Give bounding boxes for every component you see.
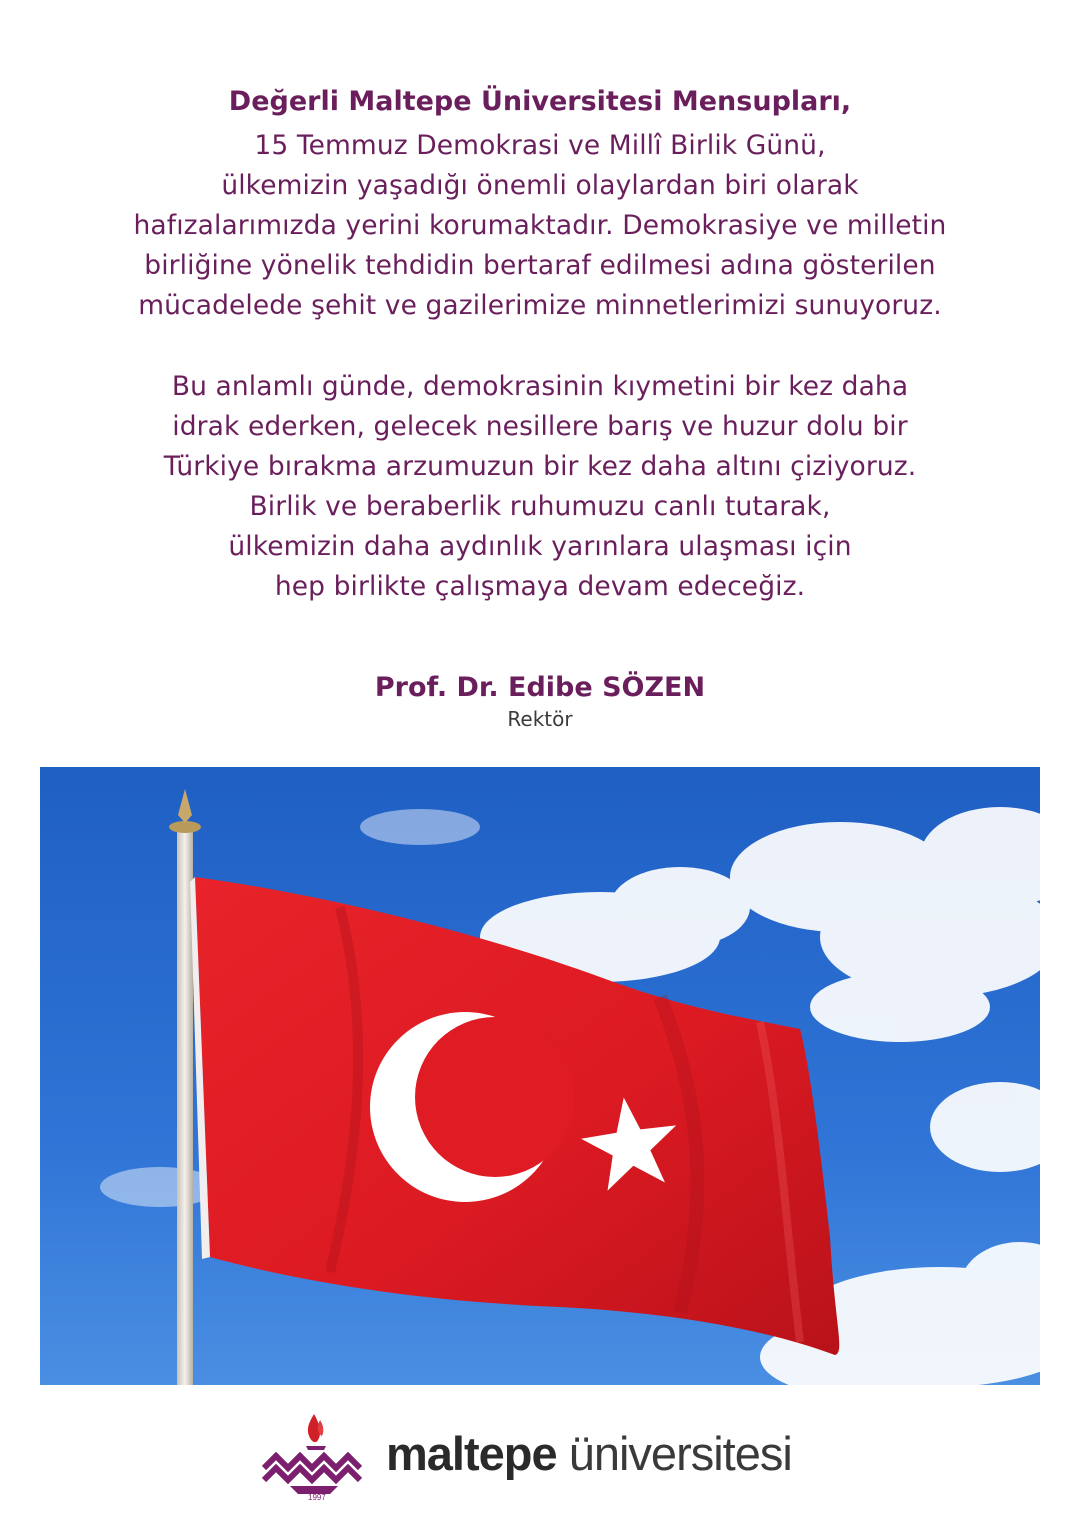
paragraph-line: 15 Temmuz Demokrasi ve Millî Birlik Günü, — [254, 130, 826, 161]
logo-wordmark — [386, 1424, 792, 1484]
logo-year: 1997 — [308, 1493, 326, 1500]
flag-photo — [40, 767, 1040, 1385]
paragraph-1 — [40, 126, 1040, 326]
signature-name: Prof. Dr. Edibe SÖZEN — [374, 672, 706, 703]
logo-wordmark-bold: maltepe — [386, 1427, 557, 1480]
paragraph-line: ülkemizin yaşadığı önemli olaylardan biri olarak — [221, 170, 859, 201]
paragraph-line: Birlik ve beraberlik ruhumuzu canlı tutarak, — [249, 491, 831, 522]
turkish-flag-icon — [40, 767, 1040, 1385]
paragraph-line: birliğine yönelik tehdidin bertaraf edilmesi adına gösterilen — [144, 250, 936, 281]
paragraph-line: ülkemizin daha aydınlık yarınlara ulaşması için — [228, 531, 852, 562]
paragraph-line: hep birlikte çalışmaya devam edeceğiz. — [274, 571, 806, 602]
signature-title: Rektör — [507, 707, 573, 731]
paragraph-line: idrak ederken, gelecek nesillere barış ve huzur dolu bir — [172, 411, 908, 442]
logo-wordmark-regular: üniversitesi — [568, 1427, 792, 1480]
paragraph-line: Türkiye bırakma arzumuzun bir kez daha altını çiziyoruz. — [163, 451, 917, 482]
university-logo — [260, 1410, 830, 1500]
paragraph-line: hafızalarımızda yerini korumaktadır. Demokrasiye ve milletin — [133, 210, 947, 241]
flag-pole — [177, 829, 193, 1385]
letter — [40, 78, 1040, 607]
paragraph-spacer — [40, 326, 1040, 367]
salutation: Değerli Maltepe Üniversitesi Mensupları, — [228, 86, 852, 117]
paragraph-2 — [40, 367, 1040, 607]
maltepe-emblem-icon — [260, 1410, 372, 1500]
paragraph-line: Bu anlamlı günde, demokrasinin kıymetini bir kez daha — [171, 371, 909, 402]
paragraph-line: mücadelede şehit ve gazilerimize minnetlerimizi sunuyoruz. — [138, 290, 942, 321]
